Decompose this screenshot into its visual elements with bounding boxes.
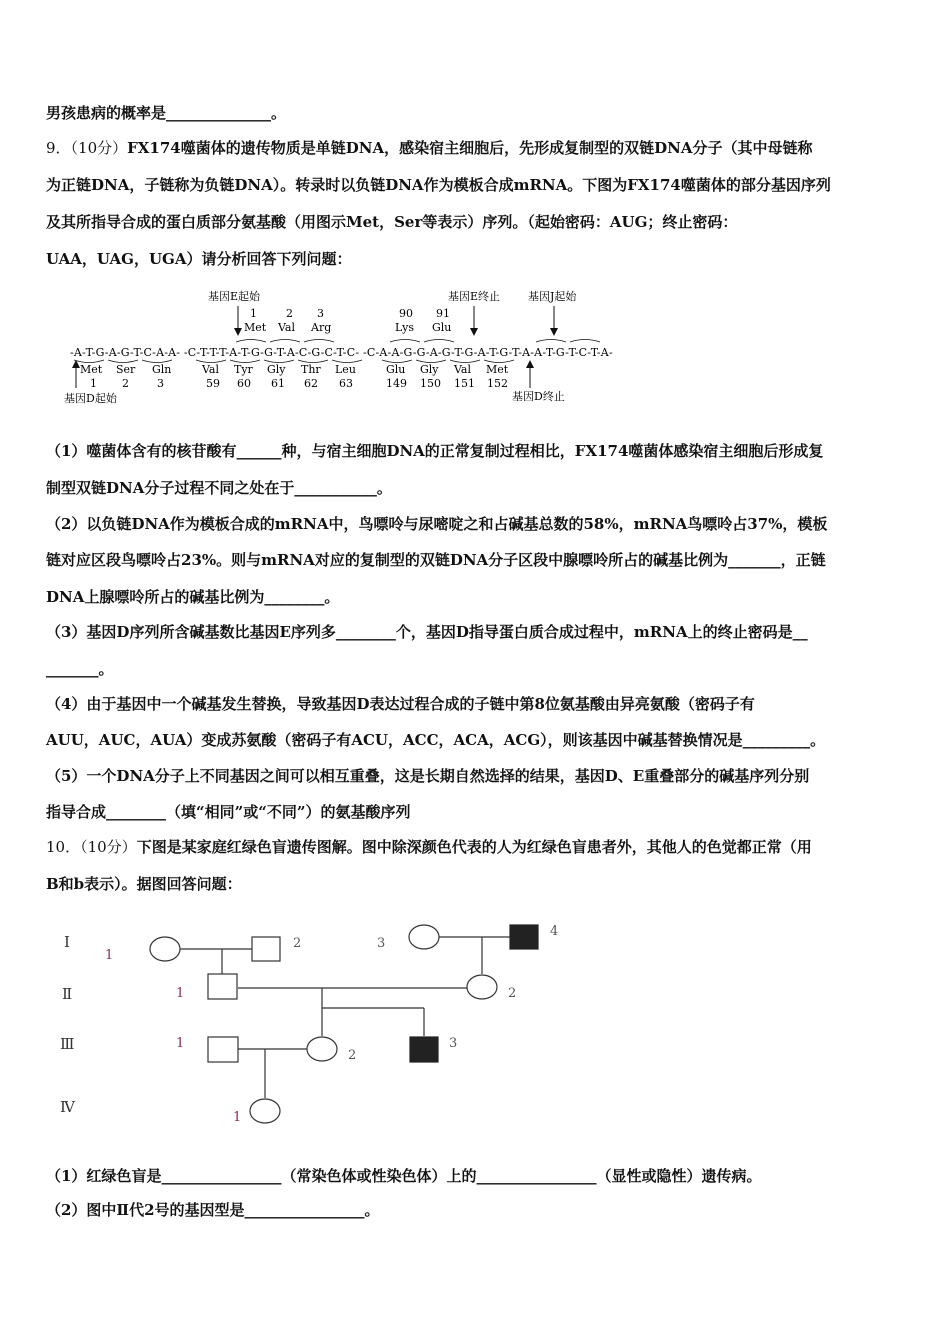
III-1-male — [208, 1037, 238, 1062]
bottom-num-150: 150 — [420, 377, 441, 390]
bottom-num-3: 3 — [157, 377, 164, 390]
label-I-4: 4 — [550, 924, 559, 939]
q9-part5-line-1: （5）一个DNA分子上不同基因之间可以相互重叠，这是长期自然选择的结果，基因D、E重叠部分的碱基序列分别 — [46, 767, 810, 785]
label-I-2: 2 — [293, 936, 302, 951]
q10-part2: （2）图中Ⅱ代2号的基因型是________________。 — [46, 1201, 380, 1219]
label-IV-1: 1 — [233, 1110, 242, 1125]
generation-ii-label: Ⅱ — [62, 985, 73, 1003]
q9-line-2: 为正链DNA，子链称为负链DNA）。转录时以负链DNA作为模板合成mRNA。下图为FX174噬菌体的部分基因序列 — [46, 176, 831, 194]
arrowhead-e-end — [470, 328, 478, 336]
top-aa-arg: Arg — [311, 321, 332, 334]
bottom-num-1: 1 — [90, 377, 97, 390]
q9-part3-line-2: _______。 — [46, 660, 114, 678]
III-2-female — [307, 1037, 337, 1061]
bottom-num-149: 149 — [386, 377, 407, 390]
dna-sequence: -A-T-G-A-G-T-C-A-A- -C-T-T-T-A-T-G-G-T-A-C-G-C-T-C- -C-A-A-G-G-A-G-T-G-A-T-G-T-A-A-T-G-T-C-T-A- — [70, 346, 613, 359]
bottom-aa-val-59: Val — [202, 363, 220, 376]
top-num-1: 1 — [250, 307, 257, 320]
bottom-num-60: 60 — [237, 377, 251, 390]
top-codon-braces — [236, 340, 600, 343]
bottom-aa-gly-150: Gly — [420, 363, 439, 376]
q9-part1-line-2: 制型双链DNA分子过程不同之处在于___________。 — [46, 479, 392, 497]
bottom-num-151: 151 — [454, 377, 475, 390]
label-III-2: 2 — [348, 1048, 357, 1063]
bottom-num-59: 59 — [206, 377, 220, 390]
q10-line-2: B和b表示）。据图回答问题： — [46, 875, 242, 893]
q10-part1: （1）红绿色盲是________________（常染色体或性染色体）上的________________（显性或隐性）遗传病。 — [46, 1167, 762, 1185]
bottom-aa-met-1: Met — [80, 363, 103, 376]
label-I-1: 1 — [105, 948, 114, 963]
bottom-aa-thr: Thr — [301, 363, 321, 376]
bottom-aa-ser: Ser — [116, 363, 136, 376]
bottom-num-62: 62 — [304, 377, 318, 390]
label-gene-e-start: 基因E起始 — [208, 290, 261, 303]
label-III-1: 1 — [176, 1036, 185, 1051]
bottom-aa-met-152: Met — [486, 363, 509, 376]
II-2-female — [467, 975, 497, 999]
q9-part2-line-3: DNA上腺嘌呤所占的碱基比例为________。 — [46, 588, 340, 606]
label-gene-d-end: 基因D终止 — [512, 390, 565, 403]
bottom-aa-val-151: Val — [454, 363, 472, 376]
I-1-female — [150, 937, 180, 961]
label-gene-e-end: 基因E终止 — [448, 290, 501, 303]
label-III-3: 3 — [449, 1036, 458, 1051]
arrowhead-d-end — [526, 360, 534, 368]
top-num-2: 2 — [286, 307, 293, 320]
bottom-num-63: 63 — [339, 377, 353, 390]
I-2-male — [252, 937, 280, 961]
top-num-3: 3 — [317, 307, 324, 320]
label-I-3: 3 — [377, 936, 386, 951]
q9-part3-line-1: （3）基因D序列所含碱基数比基因E序列多________个，基因D指导蛋白质合成过程中，mRNA上的终止密码是__ — [46, 623, 808, 641]
q9-line-1 — [46, 138, 812, 158]
bottom-num-152: 152 — [487, 377, 508, 390]
bottom-num-2: 2 — [122, 377, 129, 390]
bottom-aa-leu: Leu — [335, 363, 356, 376]
q8-tail: 男孩患病的概率是______________。 — [46, 104, 287, 122]
pedigree-chart — [46, 915, 586, 1135]
generation-i-label: Ⅰ — [64, 933, 70, 951]
gene-sequence-figure — [60, 284, 630, 408]
label-II-1: 1 — [176, 986, 185, 1001]
q9-part4-line-1: （4）由于基因中一个碱基发生替换，导致基因D表达过程合成的子链中第8位氨基酸由异亮氨酸（密码子有 — [46, 695, 755, 713]
q9-line-3: 及其所指导合成的蛋白质部分氨基酸（用图示Met，Ser等表示）序列。（起始密码：AUG；终止密码： — [46, 213, 738, 231]
pedigree-lines — [180, 937, 510, 1098]
I-4-male-affected — [510, 925, 538, 949]
top-aa-met: Met — [244, 321, 267, 334]
bottom-aa-tyr: Tyr — [234, 363, 253, 376]
q9-part5-line-2: 指导合成________（填“相同”或“不同”）的氨基酸序列 — [46, 803, 411, 821]
top-num-90: 90 — [399, 307, 413, 320]
q9-part2-line-2: 链对应区段鸟嘌呤占23%。则与mRNA对应的复制型的双链DNA分子区段中腺嘌呤所占的碱基比例为_______，正链 — [46, 551, 826, 569]
q9-number: 9．（10分） — [46, 139, 128, 157]
arrowhead-j-start — [550, 328, 558, 336]
label-gene-d-start: 基因D起始 — [64, 392, 117, 405]
q9-part4-line-2: AUU，AUC，AUA）变成苏氨酸（密码子有ACU，ACC，ACA，ACG），则该基因中碱基替换情况是_________。 — [46, 731, 826, 749]
q9-text-1: FX174噬菌体的遗传物质是单链DNA，感染宿主细胞后，先形成复制型的双链DNA分子（其中母链称 — [127, 139, 813, 157]
bottom-aa-gly-61: Gly — [267, 363, 286, 376]
q9-line-4: UAA，UAG，UGA）请分析回答下列问题： — [46, 250, 352, 268]
label-gene-j-start: 基因J起始 — [528, 290, 577, 303]
III-3-male-affected — [410, 1037, 438, 1062]
arrowhead-e-start — [234, 328, 242, 336]
q9-part2-line-1: （2）以负链DNA作为模板合成的mRNA中，鸟嘌呤与尿嘧啶之和占碱基总数的58%，mRNA鸟嘌呤占37%，模板 — [46, 515, 828, 533]
IV-1-female — [250, 1099, 280, 1123]
generation-iv-label: Ⅳ — [60, 1098, 75, 1116]
q9-part1-line-1: （1）噬菌体含有的核苷酸有______种，与宿主细胞DNA的正常复制过程相比，FX174噬菌体感染宿主细胞后形成复 — [46, 442, 824, 460]
top-aa-val: Val — [278, 321, 296, 334]
q10-line-1 — [46, 837, 812, 857]
top-num-91: 91 — [436, 307, 450, 320]
bottom-codon-braces — [74, 360, 514, 363]
bottom-aa-glu: Glu — [386, 363, 406, 376]
q10-number: 10．（10分） — [46, 838, 137, 856]
bottom-aa-gln: Gln — [152, 363, 172, 376]
I-3-female — [409, 925, 439, 949]
top-aa-lys: Lys — [395, 321, 414, 334]
q10-text-1: 下图是某家庭红绿色盲遗传图解。图中除深颜色代表的人为红绿色盲患者外，其他人的色觉都正常（用 — [136, 838, 812, 856]
II-1-male — [208, 974, 237, 999]
label-II-2: 2 — [508, 986, 517, 1001]
top-aa-glu: Glu — [432, 321, 452, 334]
bottom-num-61: 61 — [271, 377, 285, 390]
generation-iii-label: Ⅲ — [60, 1035, 75, 1053]
